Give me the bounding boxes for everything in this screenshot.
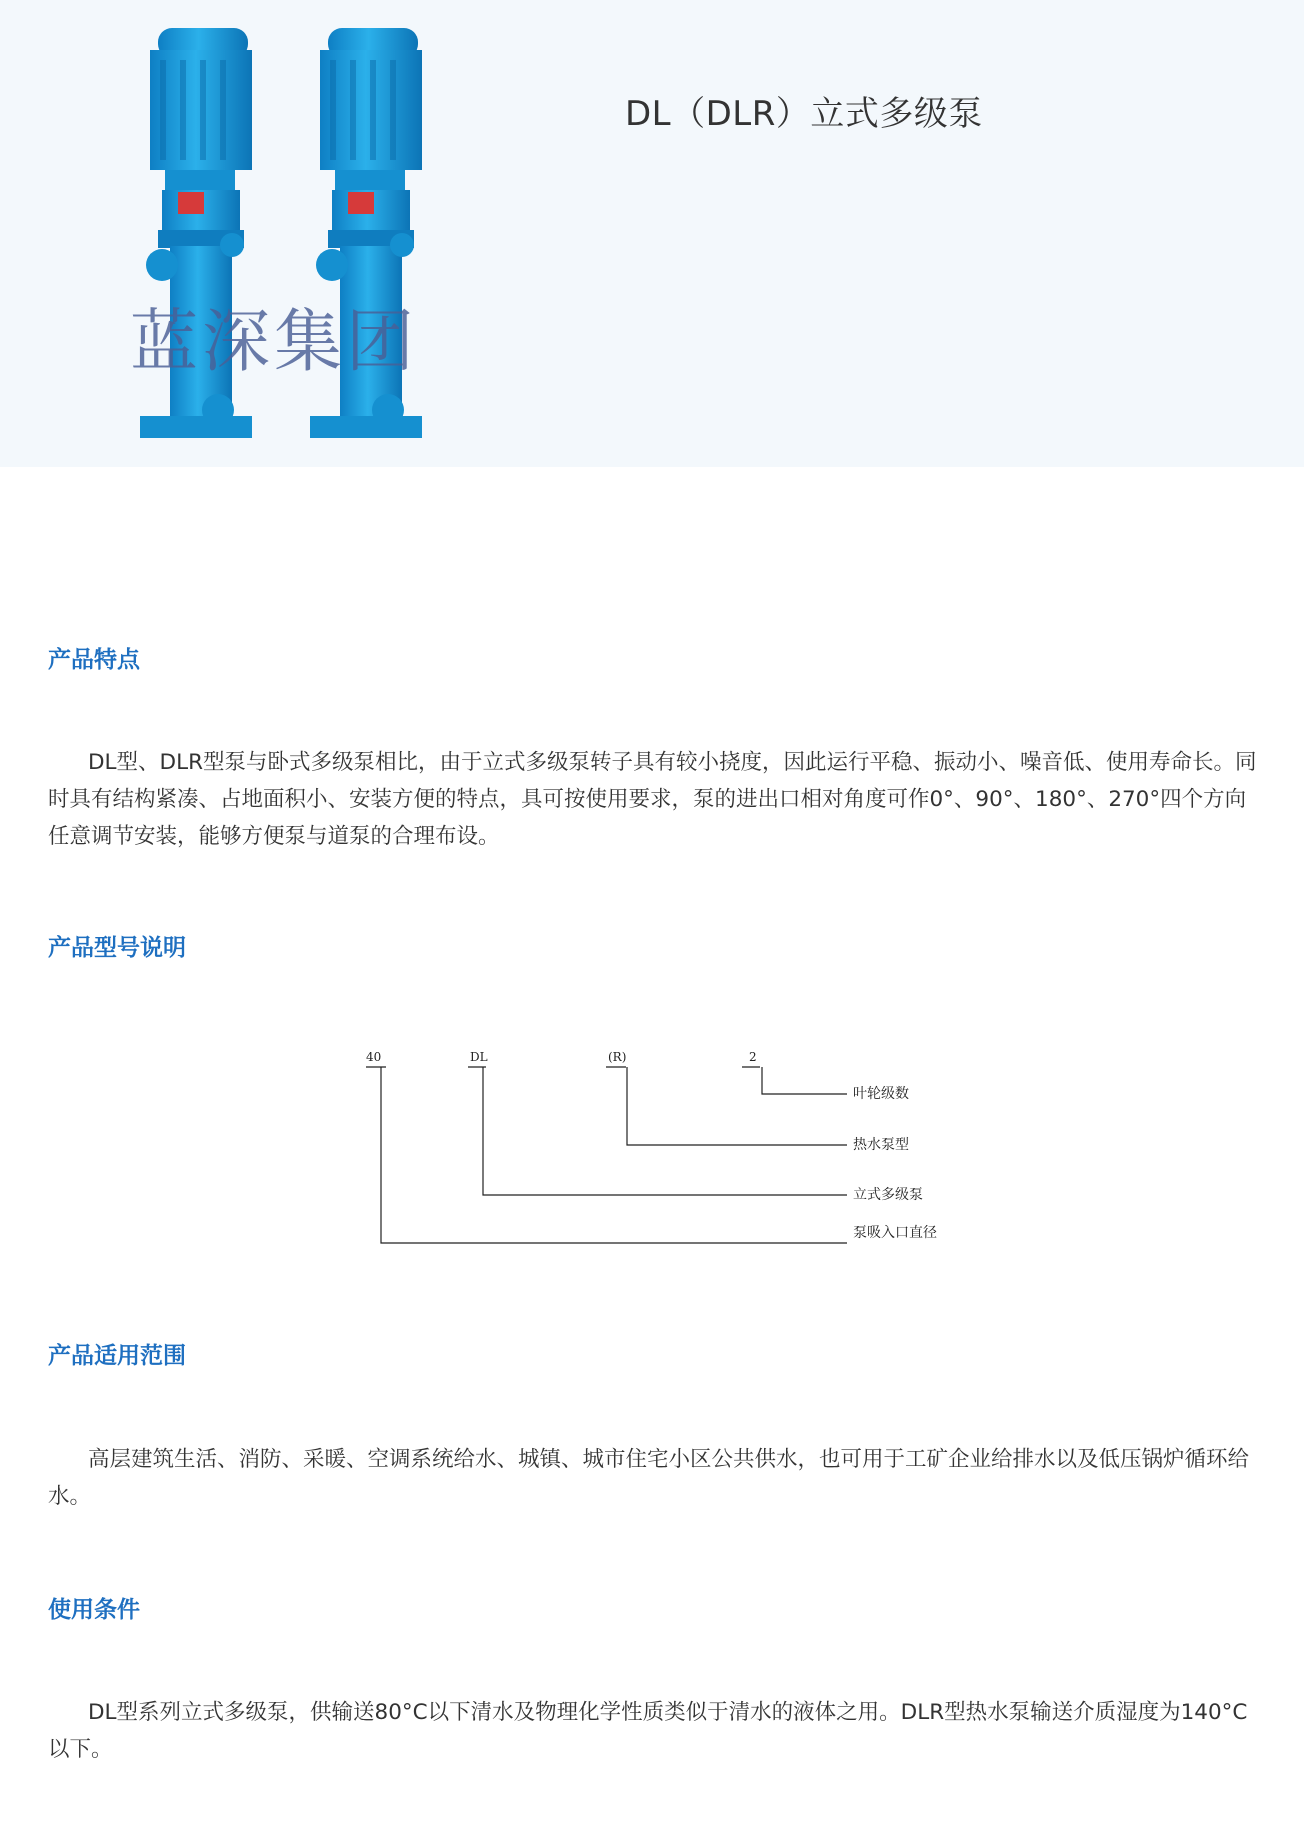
pump-product-image: [120, 20, 450, 450]
label-vertical-multistage: 立式多级泵: [853, 1187, 923, 1203]
conditions-paragraph: DL型系列立式多级泵，供输送80°C以下清水及物理化学性质类似于清水的液体之用。DLR型热水泵输送介质湿度为140°C以下。: [48, 1700, 1248, 1762]
label-impeller-stages: 叶轮级数: [853, 1086, 909, 1102]
features-paragraph: DL型、DLR型泵与卧式多级泵相比，由于立式多级泵转子具有较小挠度，因此运行平稳、振动小、噪音低、使用寿命长。同时具有结构紧凑、占地面积小、安装方便的特点，具可按使用要求，泵的进出口相对角度可作0°、90°、180°、270°四个方向任意调节安装，能够方便泵与道泵的合理布设。: [48, 750, 1257, 849]
code-r: (R): [608, 1050, 627, 1064]
section-heading-features: 产品特点: [48, 647, 140, 673]
code-dl: DL: [470, 1050, 488, 1064]
model-designation-diagram: [360, 1040, 960, 1260]
section-heading-applications: 产品适用范围: [48, 1343, 186, 1369]
label-hot-water-type: 热水泵型: [853, 1137, 909, 1153]
section-heading-model: 产品型号说明: [48, 935, 186, 961]
applications-paragraph: 高层建筑生活、消防、采暖、空调系统给水、城镇、城市住宅小区公共供水，也可用于工矿企业给排水以及低压锅炉循环给水。: [48, 1447, 1250, 1509]
code-stages: 2: [749, 1050, 757, 1064]
code-diameter: 40: [366, 1050, 382, 1064]
hero-banner: [0, 0, 1304, 467]
watermark-text: 蓝深集团: [130, 303, 419, 382]
product-title: DL（DLR）立式多级泵: [625, 94, 983, 134]
section-heading-conditions: 使用条件: [48, 1597, 140, 1623]
label-inlet-diameter: 泵吸入口直径: [853, 1225, 937, 1241]
